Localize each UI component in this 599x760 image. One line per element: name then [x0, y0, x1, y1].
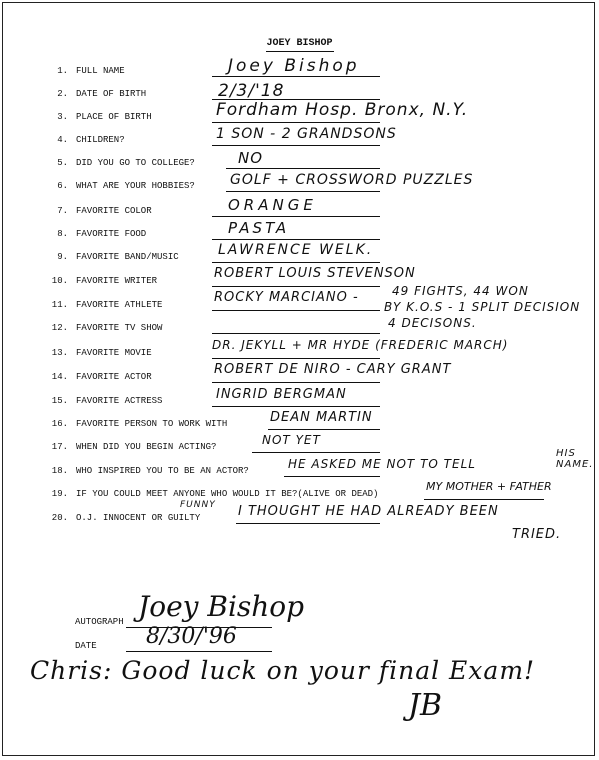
answer-15: INGRID BERGMAN — [216, 387, 347, 402]
answer-line — [212, 286, 380, 287]
inspired-note: HIS NAME. — [556, 448, 594, 470]
answer-16: DEAN MARTIN — [270, 410, 373, 425]
answer-line — [212, 382, 380, 383]
question-label: WHAT ARE YOUR HOBBIES? — [76, 181, 195, 191]
answer-4: 1 SON - 2 GRANDSONS — [216, 126, 397, 142]
date-value: 8/30/'96 — [146, 624, 237, 649]
question-label: FAVORITE BAND/MUSIC — [76, 252, 179, 262]
question-label: CHILDREN? — [76, 135, 125, 145]
question-number: 2. — [57, 89, 68, 99]
answer-line — [252, 452, 380, 453]
question-number: 15. — [51, 396, 68, 406]
question-label: FAVORITE WRITER — [76, 276, 158, 286]
answer-11: ROCKY MARCIANO - — [214, 290, 359, 305]
question-7 — [42, 206, 152, 216]
date-label: DATE — [75, 641, 97, 651]
answer-5: NO — [238, 149, 264, 167]
answer-line — [268, 429, 380, 430]
question-17 — [42, 442, 216, 452]
oj-note-funny: FUNNY — [180, 500, 216, 510]
initials: JB — [408, 688, 443, 723]
answer-line — [212, 216, 380, 217]
oj-note-continue: TRIED. — [512, 527, 562, 542]
answer-18: HE ASKED ME NOT TO TELL — [288, 457, 476, 471]
question-number: 5. — [57, 158, 68, 168]
question-number: 7. — [57, 206, 68, 216]
question-2 — [42, 89, 146, 99]
answer-line — [212, 406, 380, 407]
question-number: 4. — [57, 135, 68, 145]
question-14 — [42, 372, 152, 382]
answer-line — [212, 122, 380, 123]
answer-14: ROBERT DE NIRO - CARY GRANT — [214, 362, 452, 377]
athlete-note-2: BY K.O.S - 1 SPLIT DECISION — [384, 300, 581, 314]
answer-8: PASTA — [228, 219, 290, 237]
answer-2: 2/3/'18 — [218, 81, 285, 101]
question-number: 1. — [57, 66, 68, 76]
answer-line — [284, 476, 380, 477]
autograph-signature: Joey Bishop — [138, 590, 305, 623]
question-number: 6. — [57, 181, 68, 191]
answer-7: ORANGE — [228, 196, 317, 214]
question-label: FAVORITE TV SHOW — [76, 323, 163, 333]
question-15 — [42, 396, 162, 406]
answer-line — [212, 145, 380, 146]
answer-20: I THOUGHT HE HAD ALREADY BEEN — [238, 504, 499, 519]
question-label: FAVORITE PERSON TO WORK WITH — [76, 419, 228, 429]
question-label: DID YOU GO TO COLLEGE? — [76, 158, 195, 168]
question-number: 16. — [51, 419, 68, 429]
question-number: 10. — [51, 276, 68, 286]
answer-9: LAWRENCE WELK. — [218, 242, 374, 258]
date-line — [126, 651, 272, 652]
question-label: FAVORITE ACTRESS — [76, 396, 163, 406]
answer-10: ROBERT LOUIS STEVENSON — [214, 266, 416, 281]
question-number: 11. — [51, 300, 68, 310]
question-number: 9. — [57, 252, 68, 262]
handwritten-message: Chris: Good luck on your final Exam! — [30, 656, 536, 685]
question-label: O.J. INNOCENT OR GUILTY — [76, 513, 201, 523]
answer-3: Fordham Hosp. Bronx, N.Y. — [216, 100, 469, 120]
answer-13: DR. JEKYLL + MR HYDE (FREDERIC MARCH) — [212, 338, 509, 352]
question-label: IF YOU COULD MEET ANYONE WHO WOULD IT BE?(ALIVE OR DEAD) — [76, 489, 379, 499]
question-16 — [42, 419, 227, 429]
question-12 — [42, 323, 162, 333]
question-number: 20. — [51, 513, 68, 523]
autograph-label: AUTOGRAPH — [75, 617, 124, 627]
question-6 — [42, 181, 195, 191]
question-label: FAVORITE COLOR — [76, 206, 152, 216]
answer-line — [212, 310, 380, 311]
question-label: FAVORITE ACTOR — [76, 372, 152, 382]
question-label: FAVORITE MOVIE — [76, 348, 152, 358]
answer-line — [212, 358, 380, 359]
question-1 — [42, 66, 125, 76]
answer-line — [212, 333, 380, 334]
answer-6: GOLF + CROSSWORD PUZZLES — [230, 172, 474, 188]
question-18 — [42, 466, 249, 476]
athlete-note-3: 4 DECISONS. — [388, 316, 477, 330]
question-number: 12. — [51, 323, 68, 333]
question-10 — [42, 276, 157, 286]
question-number: 13. — [51, 348, 68, 358]
answer-17: NOT YET — [262, 433, 321, 447]
question-label: FULL NAME — [76, 66, 125, 76]
question-19 — [42, 489, 378, 499]
answer-line — [236, 523, 380, 524]
question-number: 3. — [57, 112, 68, 122]
question-number: 14. — [51, 372, 68, 382]
athlete-note-1: 49 FIGHTS, 44 WON — [392, 284, 529, 298]
question-5 — [42, 158, 195, 168]
question-number: 19. — [51, 489, 68, 499]
title-underline — [266, 51, 334, 52]
question-9 — [42, 252, 179, 262]
question-number: 18. — [51, 466, 68, 476]
answer-1: Joey Bishop — [228, 56, 360, 76]
question-13 — [42, 348, 152, 358]
answer-line — [212, 76, 380, 77]
answer-line — [212, 239, 380, 240]
question-label: WHO INSPIRED YOU TO BE AN ACTOR? — [76, 466, 249, 476]
answer-line — [226, 168, 380, 169]
question-number: 17. — [51, 442, 68, 452]
answer-line — [226, 191, 380, 192]
question-label: DATE OF BIRTH — [76, 89, 147, 99]
question-label: WHEN DID YOU BEGIN ACTING? — [76, 442, 217, 452]
question-label: FAVORITE FOOD — [76, 229, 147, 239]
question-3 — [42, 112, 152, 122]
question-20 — [42, 513, 200, 523]
answer-line — [424, 499, 544, 500]
question-label: FAVORITE ATHLETE — [76, 300, 163, 310]
answer-line — [212, 262, 380, 263]
question-8 — [42, 229, 146, 239]
answer-19: MY MOTHER + FATHER — [426, 480, 552, 493]
question-11 — [42, 300, 162, 310]
question-number: 8. — [57, 229, 68, 239]
question-4 — [42, 135, 125, 145]
form-title: JOEY BISHOP — [266, 38, 333, 49]
question-label: PLACE OF BIRTH — [76, 112, 152, 122]
